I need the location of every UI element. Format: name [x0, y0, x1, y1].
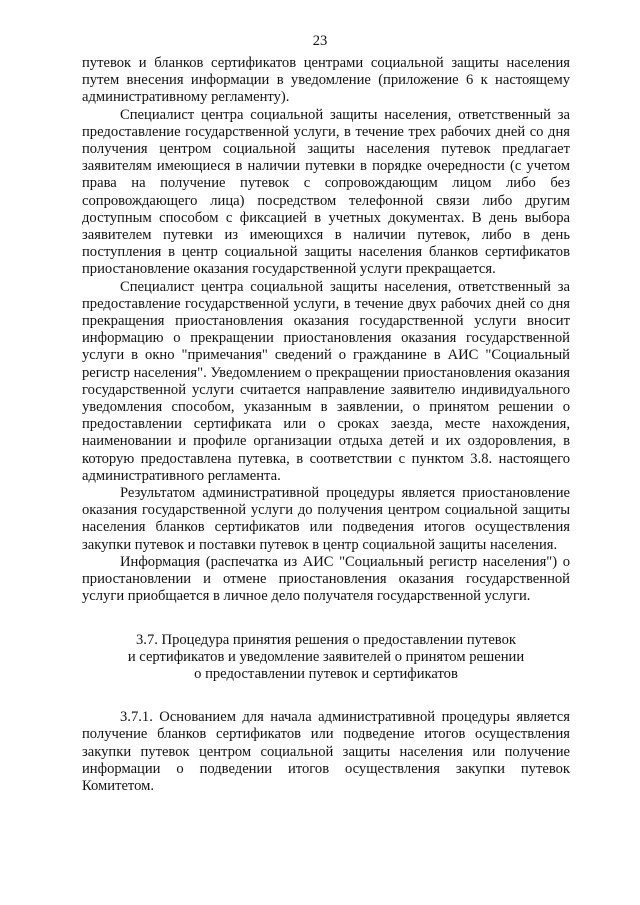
document-body	[82, 55, 570, 795]
paragraph-specialist-offer: Специалист центра социальной защиты населения, ответственный за предоставление государственной услуги, в течение трех рабочих дней со дня получения центром социальной защиты населения путевок предлагает заявителям имеющиеся в наличии путевки в порядке очередности (с учетом права на получение путевок с сопровождающим лицом либо без сопровождающего лица) посредством телефонной связи либо другим доступным способом с фиксацией в учетных документах. В день выбора заявителем путевки из имеющихся в наличии путевок, либо в день поступления в центр социальной защиты населения бланков сертификатов приостановление оказания государственной услуги прекращается.	[82, 106, 570, 278]
section-heading-line3: о предоставлении путевок и сертификатов	[194, 665, 458, 682]
page-number: 23	[312, 33, 328, 49]
section-heading-line1: 3.7. Процедура принятия решения о предоставлении путевок	[136, 631, 516, 648]
paragraph-result: Результатом административной процедуры является приостановление оказания государственной услуги до получения центром социальной защиты населения бланков сертификатов или подведения итогов осуществления закупки путевок и поставки путевок в центр социальной защиты населения.	[82, 485, 570, 553]
paragraph-continuation: путевок и бланков сертификатов центрами социальной защиты населения путем внесения информации в уведомление (приложение 6 к настоящему административному регламенту).	[82, 55, 570, 106]
paragraph-specialist-notice: Специалист центра социальной защиты населения, ответственный за предоставление государственной услуги, в течение двух рабочих дней со дня прекращения приостановления оказания государственной услуги вносит информацию о прекращении приостановления оказания государственной услуги в окно "примечания" сведений о гражданине в АИС "Социальный регистр населения". Уведомлением о прекращении приостановления оказания государственной услуги считается направление заявителю индивидуального уведомления способом, указанным в заявлении, о принятом решении о предоставлении сертификата или о сроках заезда, месте нахождения, наименовании и профиле организации отдыха детей и их оздоровления, в которую предоставлена путевка, в соответствии с пунктом 3.8. настоящего административного регламента.	[82, 278, 570, 484]
paragraph-information: Информация (распечатка из АИС "Социальный регистр населения") о приостановлении и отмене приостановления оказания государственной услуги приобщается в личное дело получателя государственной услуги.	[82, 553, 570, 605]
paragraph-3-7-1: 3.7.1. Основанием для начала административной процедуры является получение бланков сертификатов или подведение итогов осуществления закупки путевок центром социальной защиты населения или получение информации о подведении итогов осуществления закупки путевок Комитетом.	[82, 709, 570, 794]
section-heading-line2: и сертификатов и уведомление заявителей о принятом решении	[127, 648, 525, 665]
section-heading	[82, 632, 570, 684]
